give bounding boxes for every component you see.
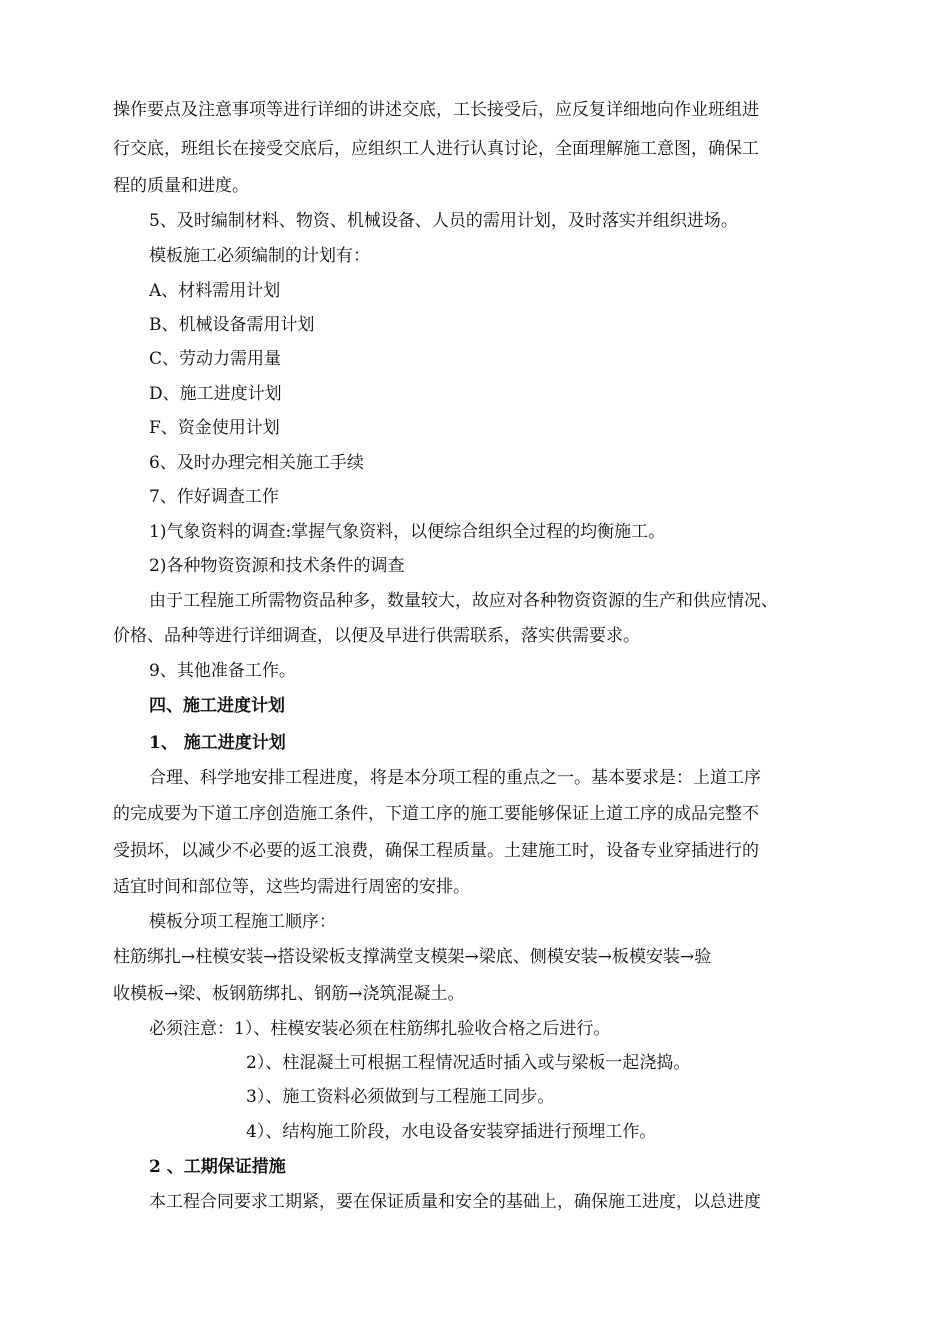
list-item: 9、其他准备工作。 — [149, 661, 296, 681]
list-item: B、机械设备需用计划 — [149, 315, 315, 335]
list-item: 6、及时办理完相关施工手续 — [149, 453, 364, 473]
paragraph-line: 操作要点及注意事项等进行详细的讲述交底，工长接受后，应反复详细地向作业班组进 — [113, 100, 759, 120]
list-item: 7、作好调查工作 — [149, 487, 279, 507]
list-item: F、资金使用计划 — [149, 418, 280, 438]
list-item: 2)各种物资资源和技术条件的调查 — [149, 556, 405, 576]
subsection-heading: 1、 施工进度计划 — [149, 733, 286, 753]
list-item: C、劳动力需用量 — [149, 349, 282, 369]
paragraph-line: 适宜时间和部位等，这些均需进行周密的安排。 — [113, 877, 470, 897]
list-item: D、施工进度计划 — [149, 384, 282, 404]
paragraph-line: 受损坏，以减少不必要的返工浪费，确保工程质量。土建施工时，设备专业穿插进行的 — [113, 841, 759, 861]
list-item: 2）、柱混凝土可根据工程情况适时插入或与梁板一起浇捣。 — [246, 1053, 691, 1073]
paragraph-line: 程的质量和进度。 — [113, 176, 249, 196]
list-item: 4）、结构施工阶段，水电设备安装穿插进行预埋工作。 — [246, 1122, 657, 1142]
list-item: 5、及时编制材料、物资、机械设备、人员的需用计划，及时落实并组织进场。 — [149, 211, 738, 231]
paragraph-line: 合理、科学地安排工程进度，将是本分项工程的重点之一。基本要求是：上道工序 — [149, 768, 761, 788]
paragraph-line: 由于工程施工所需物资品种多，数量较大，故应对各种物资资源的生产和供应情况、 — [149, 591, 778, 611]
paragraph-line: 本工程合同要求工期紧，要在保证质量和安全的基础上，确保施工进度，以总进度 — [149, 1192, 761, 1212]
list-item: 1)气象资料的调查:掌握气象资料，以便综合组织全过程的均衡施工。 — [149, 522, 666, 542]
list-item: A、材料需用计划 — [149, 281, 281, 301]
paragraph-line: 模板施工必须编制的计划有： — [149, 246, 370, 266]
list-item: 3）、施工资料必须做到与工程施工同步。 — [246, 1087, 555, 1107]
paragraph-line: 必须注意：1）、柱模安装必须在柱筋绑扎验收合格之后进行。 — [149, 1019, 611, 1039]
paragraph-line: 柱筋绑扎→柱模安装→搭设梁板支撑满堂支模架→梁底、侧模安装→板模安装→验 — [113, 947, 712, 967]
subsection-heading: 2 、工期保证措施 — [149, 1157, 286, 1177]
paragraph-line: 的完成要为下道工序创造施工条件，下道工序的施工要能够保证上道工序的成品完整不 — [113, 804, 759, 824]
paragraph-line: 收模板→梁、板钢筋绑扎、钢筋→浇筑混凝土。 — [113, 984, 465, 1004]
paragraph-line: 行交底，班组长在接受交底后，应组织工人进行认真讨论，全面理解施工意图，确保工 — [113, 139, 759, 159]
section-heading: 四、施工进度计划 — [149, 696, 285, 716]
paragraph-line: 价格、品种等进行详细调查，以便及早进行供需联系，落实供需要求。 — [113, 626, 640, 646]
paragraph-line: 模板分项工程施工顺序： — [149, 912, 336, 932]
